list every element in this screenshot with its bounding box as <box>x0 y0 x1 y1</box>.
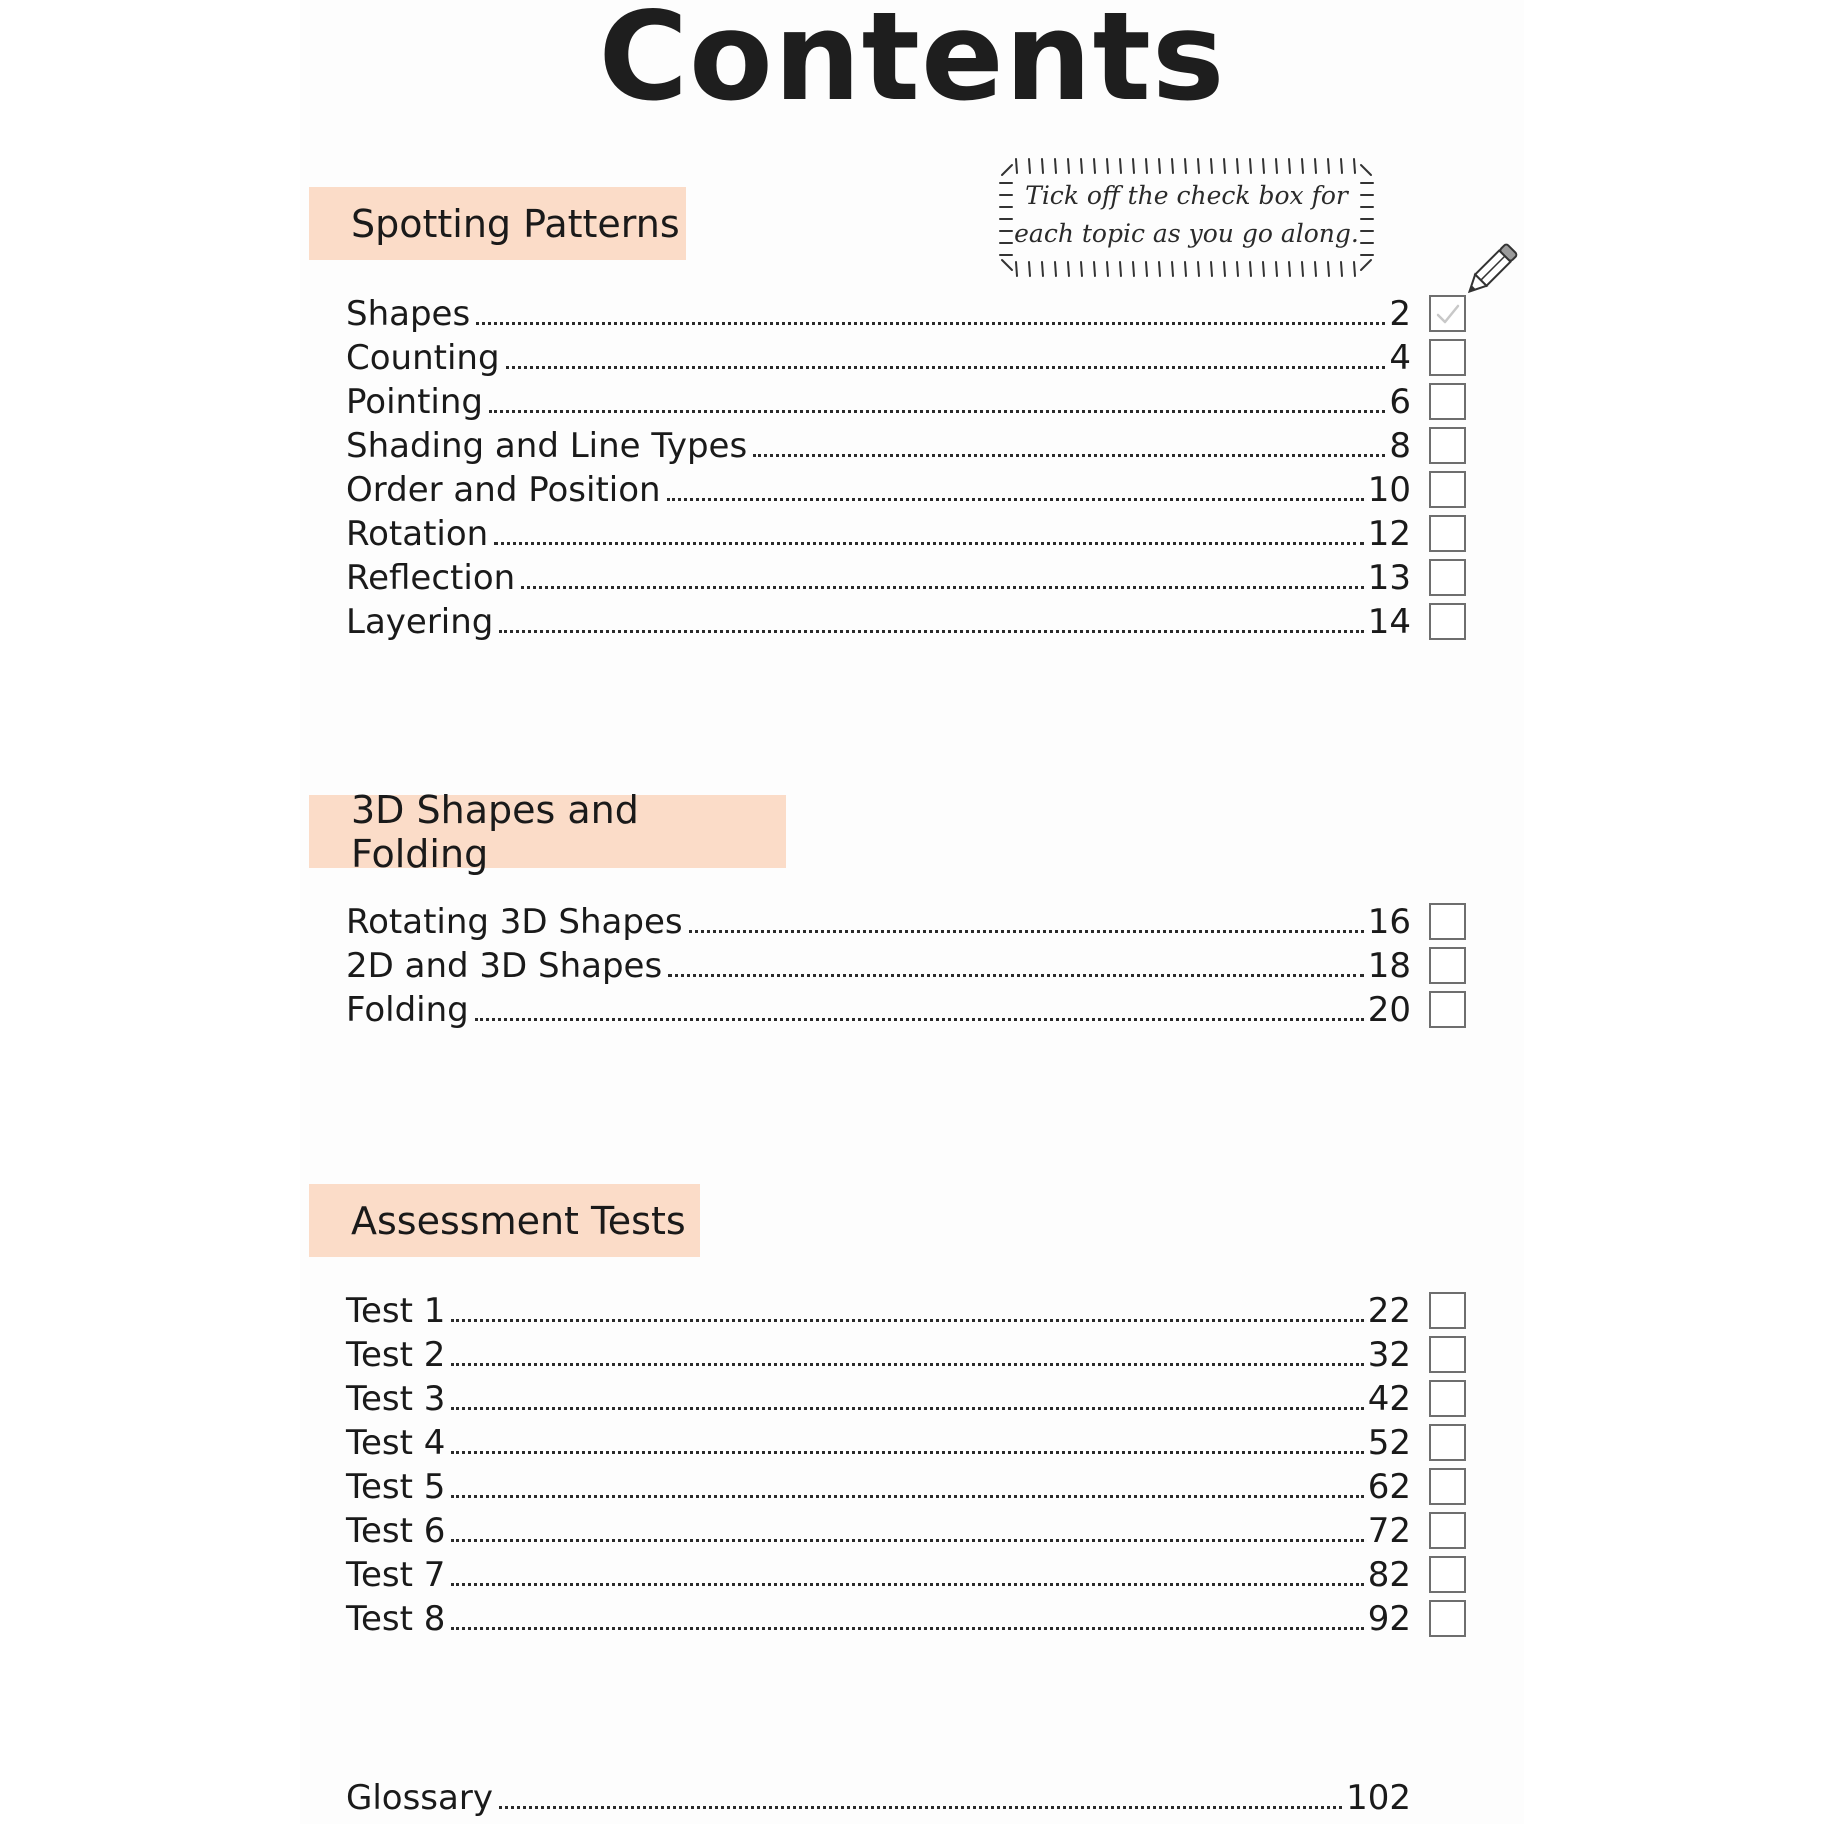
toc-row <box>346 468 1471 512</box>
toc-row <box>346 292 1471 336</box>
dot-leader <box>499 630 1363 633</box>
dot-leader <box>489 410 1385 413</box>
toc-row <box>346 900 1471 944</box>
topic-checkbox[interactable] <box>1429 515 1466 552</box>
toc-page-number: 4 <box>1389 338 1411 378</box>
toc-label: Pointing <box>346 382 483 422</box>
topic-checkbox[interactable] <box>1429 427 1466 464</box>
topic-checkbox[interactable] <box>1429 903 1466 940</box>
topic-checkbox[interactable] <box>1429 1424 1466 1461</box>
toc-label: Glossary <box>346 1778 493 1818</box>
toc-page-number: 102 <box>1346 1778 1411 1818</box>
toc-label: Shading and Line Types <box>346 426 748 466</box>
toc-page-number: 8 <box>1389 426 1411 466</box>
dot-leader <box>689 930 1364 933</box>
dot-leader <box>451 1495 1363 1498</box>
toc-row <box>346 336 1471 380</box>
note-line-1: Tick off the check box for <box>1025 181 1348 210</box>
topic-checkbox[interactable] <box>1429 1336 1466 1373</box>
toc-list-glossary <box>346 1776 1471 1820</box>
topic-checkbox[interactable] <box>1429 1600 1466 1637</box>
toc-label: Test 6 <box>346 1511 446 1551</box>
dot-leader <box>506 366 1386 369</box>
topic-checkbox[interactable] <box>1429 339 1466 376</box>
dot-leader <box>475 1018 1364 1021</box>
toc-page-number: 14 <box>1367 602 1411 642</box>
dot-leader <box>451 1363 1363 1366</box>
dot-leader <box>667 498 1364 501</box>
toc-label: Test 4 <box>346 1423 446 1463</box>
toc-row <box>346 1553 1471 1597</box>
topic-checkbox[interactable] <box>1429 1556 1466 1593</box>
topic-checkbox[interactable] <box>1429 991 1466 1028</box>
topic-checkbox[interactable] <box>1429 1292 1466 1329</box>
toc-page-number: 82 <box>1367 1555 1411 1595</box>
topic-checkbox[interactable] <box>1429 1468 1466 1505</box>
topic-checkbox[interactable] <box>1429 1512 1466 1549</box>
dot-leader <box>753 454 1385 457</box>
toc-list-spotting-patterns <box>346 292 1471 644</box>
toc-page-number: 2 <box>1389 294 1411 334</box>
toc-label: Folding <box>346 990 469 1030</box>
toc-label: Test 3 <box>346 1379 446 1419</box>
toc-page-number: 12 <box>1367 514 1411 554</box>
toc-row <box>346 380 1471 424</box>
dot-leader <box>451 1539 1363 1542</box>
dot-leader <box>494 542 1364 545</box>
toc-label: Test 8 <box>346 1599 446 1639</box>
dot-leader <box>476 322 1385 325</box>
section-header-spotting-patterns: Spotting Patterns <box>309 187 686 260</box>
toc-row <box>346 988 1471 1032</box>
toc-row <box>346 556 1471 600</box>
topic-checkbox[interactable] <box>1429 295 1466 332</box>
toc-label: Test 1 <box>346 1291 446 1331</box>
toc-page-number: 52 <box>1367 1423 1411 1463</box>
dot-leader <box>451 1583 1363 1586</box>
toc-page-number: 6 <box>1389 382 1411 422</box>
toc-page-number: 20 <box>1367 990 1411 1030</box>
toc-row <box>346 1377 1471 1421</box>
toc-row <box>346 1509 1471 1553</box>
toc-row <box>346 600 1471 644</box>
dot-leader <box>451 1627 1363 1630</box>
toc-page-number: 18 <box>1367 946 1411 986</box>
section-header-3d-shapes-and-folding: 3D Shapes and Folding <box>309 795 786 868</box>
toc-row <box>346 1597 1471 1641</box>
toc-label: Order and Position <box>346 470 661 510</box>
dot-leader <box>521 586 1364 589</box>
toc-page-number: 16 <box>1367 902 1411 942</box>
toc-list-assessment-tests <box>346 1289 1471 1641</box>
dot-leader <box>451 1319 1363 1322</box>
note-text <box>998 177 1375 253</box>
toc-label: Reflection <box>346 558 516 598</box>
toc-row-glossary <box>346 1776 1471 1820</box>
toc-label: Rotating 3D Shapes <box>346 902 683 942</box>
toc-row <box>346 1465 1471 1509</box>
toc-page-number: 22 <box>1367 1291 1411 1331</box>
dot-leader <box>668 974 1364 977</box>
section-header-assessment-tests: Assessment Tests <box>309 1184 700 1257</box>
toc-row <box>346 512 1471 556</box>
toc-page-number: 13 <box>1367 558 1411 598</box>
toc-list-3d-shapes-and-folding <box>346 900 1471 1032</box>
toc-label: 2D and 3D Shapes <box>346 946 663 986</box>
tick-note <box>998 157 1375 278</box>
dot-leader <box>451 1451 1363 1454</box>
check-icon <box>1434 300 1462 328</box>
dot-leader <box>451 1407 1363 1410</box>
toc-page-number: 62 <box>1367 1467 1411 1507</box>
toc-row <box>346 1421 1471 1465</box>
toc-label: Test 7 <box>346 1555 446 1595</box>
toc-label: Test 2 <box>346 1335 446 1375</box>
topic-checkbox[interactable] <box>1429 1380 1466 1417</box>
toc-page-number: 42 <box>1367 1379 1411 1419</box>
toc-label: Counting <box>346 338 500 378</box>
toc-page-number: 32 <box>1367 1335 1411 1375</box>
topic-checkbox[interactable] <box>1429 603 1466 640</box>
topic-checkbox[interactable] <box>1429 471 1466 508</box>
topic-checkbox[interactable] <box>1429 383 1466 420</box>
toc-row <box>346 424 1471 468</box>
topic-checkbox[interactable] <box>1429 559 1466 596</box>
toc-row <box>346 944 1471 988</box>
toc-page-number: 92 <box>1367 1599 1411 1639</box>
topic-checkbox[interactable] <box>1429 947 1466 984</box>
toc-label: Test 5 <box>346 1467 446 1507</box>
toc-label: Rotation <box>346 514 489 554</box>
toc-page-number: 10 <box>1367 470 1411 510</box>
toc-label: Shapes <box>346 294 471 334</box>
toc-page-number: 72 <box>1367 1511 1411 1551</box>
note-line-2: each topic as you go along. <box>1014 219 1359 248</box>
toc-row <box>346 1289 1471 1333</box>
toc-row <box>346 1333 1471 1377</box>
page-title: Contents <box>598 0 1226 128</box>
toc-label: Layering <box>346 602 494 642</box>
dot-leader <box>499 1806 1342 1809</box>
